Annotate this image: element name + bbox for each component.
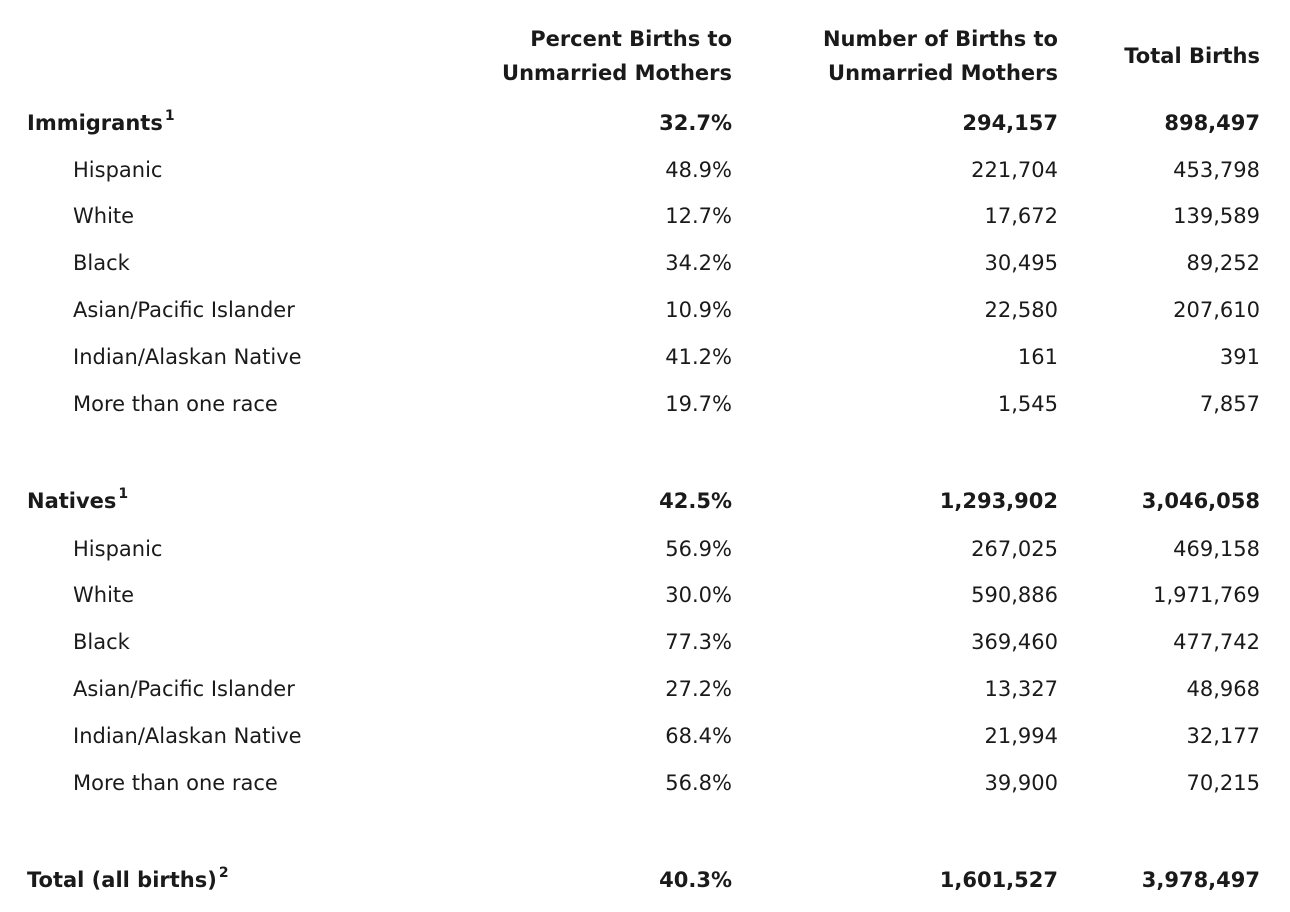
table-row xyxy=(0,625,1290,659)
row-label xyxy=(73,719,302,753)
row-label-text: Hispanic xyxy=(73,158,163,182)
number-cell: 294,157 xyxy=(962,111,1058,135)
row-label-text: Black xyxy=(73,630,130,654)
row-label-text: Immigrants xyxy=(27,111,163,135)
number-cell: 1,293,902 xyxy=(939,489,1058,513)
percent-cell: 34.2% xyxy=(665,251,732,275)
header-total-births-line1: Total Births xyxy=(1124,44,1260,68)
table-row xyxy=(0,387,1290,421)
table-row xyxy=(0,532,1290,566)
row-label-text: Indian/Alaskan Native xyxy=(73,724,302,748)
row-label-text: Total (all births) xyxy=(27,868,217,892)
number-cell: 21,994 xyxy=(984,724,1058,748)
number-cell: 13,327 xyxy=(984,677,1058,701)
row-label-text: More than one race xyxy=(73,771,278,795)
row-label xyxy=(73,246,130,280)
header-number-births xyxy=(823,22,1058,90)
row-label xyxy=(73,532,162,566)
header-percent-births xyxy=(502,22,732,90)
table-row xyxy=(0,153,1290,187)
percent-cell: 48.9% xyxy=(665,158,732,182)
header-total-births xyxy=(1124,39,1260,73)
total-cell: 1,971,769 xyxy=(1153,583,1260,607)
percent-cell: 30.0% xyxy=(665,583,732,607)
row-label xyxy=(73,199,134,233)
percent-cell: 19.7% xyxy=(665,392,732,416)
header-percent-births-line2: Unmarried Mothers xyxy=(502,61,732,85)
table-row xyxy=(0,766,1290,800)
row-label-text: Asian/Pacific Islander xyxy=(73,677,295,701)
row-label xyxy=(73,387,278,421)
percent-cell: 56.9% xyxy=(665,537,732,561)
table-row xyxy=(0,199,1290,233)
percent-cell: 10.9% xyxy=(665,298,732,322)
number-cell: 267,025 xyxy=(971,537,1058,561)
table-group-row xyxy=(0,863,1290,897)
footnote-marker: 2 xyxy=(218,865,229,881)
total-cell: 89,252 xyxy=(1186,251,1260,275)
row-label-text: White xyxy=(73,583,135,607)
row-label xyxy=(73,672,295,706)
footnote-marker: 1 xyxy=(118,486,129,502)
percent-cell: 68.4% xyxy=(665,724,732,748)
percent-cell: 42.5% xyxy=(659,489,732,513)
number-cell: 30,495 xyxy=(984,251,1058,275)
percent-cell: 27.2% xyxy=(665,677,732,701)
number-cell: 39,900 xyxy=(984,771,1058,795)
table-row xyxy=(0,578,1290,612)
row-label xyxy=(73,293,295,327)
number-cell: 221,704 xyxy=(971,158,1058,182)
total-cell: 391 xyxy=(1219,345,1260,369)
row-label-text: Black xyxy=(73,251,130,275)
total-cell: 32,177 xyxy=(1186,724,1260,748)
total-cell: 207,610 xyxy=(1173,298,1260,322)
percent-cell: 77.3% xyxy=(665,630,732,654)
row-label xyxy=(73,340,302,374)
row-label-text: More than one race xyxy=(73,392,278,416)
total-cell: 3,978,497 xyxy=(1141,868,1260,892)
table-row xyxy=(0,246,1290,280)
number-cell: 1,601,527 xyxy=(939,868,1058,892)
table-row xyxy=(0,293,1290,327)
number-cell: 1,545 xyxy=(997,392,1058,416)
percent-cell: 32.7% xyxy=(659,111,732,135)
total-cell: 477,742 xyxy=(1173,630,1260,654)
header-percent-births-line1: Percent Births to xyxy=(530,27,732,51)
table-row xyxy=(0,719,1290,753)
row-label xyxy=(73,153,162,187)
row-label xyxy=(73,766,278,800)
row-label-text: Asian/Pacific Islander xyxy=(73,298,295,322)
row-label xyxy=(27,106,175,140)
row-label xyxy=(73,578,134,612)
row-label-text: Hispanic xyxy=(73,537,163,561)
number-cell: 161 xyxy=(1017,345,1058,369)
percent-cell: 12.7% xyxy=(665,204,732,228)
row-label-text: Natives xyxy=(27,489,117,513)
percent-cell: 56.8% xyxy=(665,771,732,795)
row-label xyxy=(27,863,229,897)
row-label xyxy=(73,625,130,659)
header-number-births-line2: Unmarried Mothers xyxy=(828,61,1058,85)
footnote-marker: 1 xyxy=(164,108,175,124)
total-cell: 139,589 xyxy=(1173,204,1260,228)
total-cell: 3,046,058 xyxy=(1141,489,1260,513)
percent-cell: 40.3% xyxy=(659,868,732,892)
percent-cell: 41.2% xyxy=(665,345,732,369)
number-cell: 22,580 xyxy=(984,298,1058,322)
total-cell: 48,968 xyxy=(1186,677,1260,701)
total-cell: 453,798 xyxy=(1173,158,1260,182)
table-group-row xyxy=(0,106,1290,140)
number-cell: 369,460 xyxy=(971,630,1058,654)
total-cell: 469,158 xyxy=(1173,537,1260,561)
total-cell: 70,215 xyxy=(1186,771,1260,795)
total-cell: 898,497 xyxy=(1164,111,1260,135)
row-label xyxy=(27,484,128,518)
total-cell: 7,857 xyxy=(1199,392,1260,416)
row-label-text: Indian/Alaskan Native xyxy=(73,345,302,369)
number-cell: 590,886 xyxy=(971,583,1058,607)
table-row xyxy=(0,672,1290,706)
table-row xyxy=(0,340,1290,374)
header-number-births-line1: Number of Births to xyxy=(822,27,1058,51)
number-cell: 17,672 xyxy=(984,204,1058,228)
table-group-row xyxy=(0,484,1290,518)
row-label-text: White xyxy=(73,204,135,228)
